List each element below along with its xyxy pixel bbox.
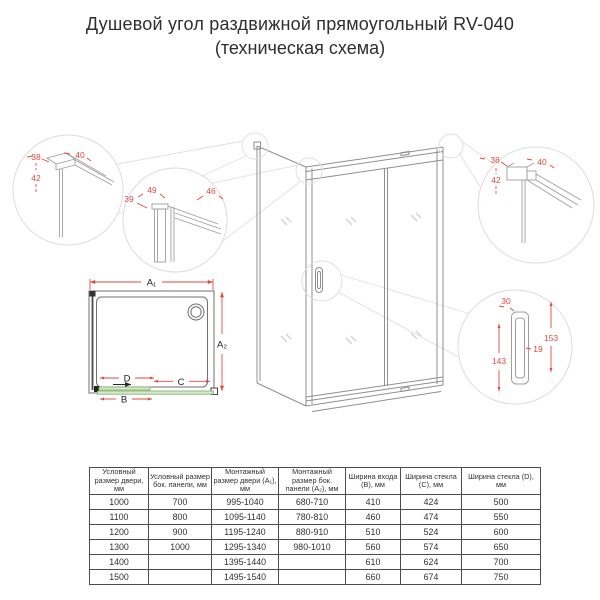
cell: 560	[346, 540, 401, 555]
page-title-line1: Душевой угол раздвижной прямоугольный RV-040	[85, 14, 515, 34]
table-row	[90, 495, 541, 510]
cell: 460	[346, 510, 401, 525]
col-header-door-size: Условный размер двери, мм	[90, 468, 149, 495]
dim-top-left-depth: 40	[75, 150, 85, 160]
dim-mid-left-width: 49	[147, 185, 157, 195]
detail-source-circles	[242, 133, 463, 301]
wall-profile-top	[90, 291, 96, 297]
perspective-view	[242, 133, 463, 412]
dim-top-right-width: 38	[490, 155, 500, 165]
plan-label-a1: A₁	[146, 277, 157, 289]
table-row	[90, 570, 541, 585]
dim-mid-left-side: 39	[124, 194, 134, 204]
detail-circle-handle	[458, 290, 572, 404]
cell: 900	[149, 525, 212, 540]
col-header-door-mount: Монтажный размер двери (A₁), мм	[213, 467, 277, 494]
cell: 700	[462, 555, 541, 570]
table-row	[90, 525, 541, 540]
cell: 524	[401, 525, 462, 540]
cell: 1100	[90, 510, 149, 525]
cell: 1195-1240	[212, 525, 279, 540]
cell: 600	[462, 525, 541, 540]
cell: 1395-1440	[212, 555, 279, 570]
cell: 1495-1540	[212, 570, 279, 585]
cell: 1000	[90, 495, 149, 510]
page-title-line2: (техническая схема)	[214, 38, 386, 59]
plan-label-c: C	[177, 376, 185, 388]
size-table	[89, 467, 541, 585]
plan-fixed-glass	[98, 391, 214, 394]
table-row	[90, 510, 541, 525]
cell: 550	[462, 510, 541, 525]
plan-sliding-door-glass	[99, 387, 150, 390]
cell: 750	[462, 570, 541, 585]
dim-top-left-height: 42	[31, 173, 41, 183]
dim-handle-outer: 153	[543, 333, 559, 343]
cell: 610	[346, 555, 401, 570]
cell: 510	[346, 525, 401, 540]
cell: 995-1040	[212, 495, 279, 510]
table-row	[90, 555, 541, 570]
cell: 1200	[90, 525, 149, 540]
dim-top-right-height: 42	[491, 175, 501, 185]
cell: 1000	[149, 540, 212, 555]
dim-handle-width: 30	[501, 296, 511, 306]
side-panel	[254, 142, 306, 406]
table-row	[90, 540, 541, 555]
cell: 680-710	[279, 495, 346, 510]
col-header-glass-d: Ширина стекла (D), мм	[462, 468, 541, 495]
cell: 474	[401, 510, 462, 525]
cell	[279, 570, 346, 585]
detail-circle-top-right	[478, 147, 594, 263]
cell: 410	[346, 495, 401, 510]
detail-circle-mid-left	[123, 168, 227, 272]
cell: 1295-1340	[212, 540, 279, 555]
cell	[149, 570, 212, 585]
cell: 780-810	[279, 510, 346, 525]
cell	[279, 555, 346, 570]
col-header-glass-c: Ширина стекла (C), мм	[401, 468, 462, 495]
cell	[149, 555, 212, 570]
plan-label-a2: A₂	[216, 339, 228, 351]
cell: 500	[462, 495, 541, 510]
cell: 650	[462, 540, 541, 555]
cell: 980-1010	[279, 540, 346, 555]
cell: 424	[401, 495, 462, 510]
col-header-entry-width: Ширина входа (B), мм	[346, 468, 401, 495]
cell: 1400	[90, 555, 149, 570]
plan-label-d: D	[123, 373, 131, 385]
dim-handle-inner: 143	[491, 356, 507, 366]
table-header-row	[90, 468, 541, 495]
cell: 1500	[90, 570, 149, 585]
cell: 880-910	[279, 525, 346, 540]
detail-circle-top-left	[13, 135, 123, 245]
cell: 1095-1140	[212, 510, 279, 525]
cell: 700	[149, 495, 212, 510]
cell: 624	[401, 555, 462, 570]
cell: 800	[149, 510, 212, 525]
cell: 1300	[90, 540, 149, 555]
cell: 660	[346, 570, 401, 585]
cell: 674	[401, 570, 462, 585]
dim-top-left-width: 38	[31, 152, 41, 162]
plan-label-b: B	[120, 394, 128, 406]
cell: 574	[401, 540, 462, 555]
top-roller	[401, 151, 409, 156]
col-header-panel-size: Условный размер бок. панели, мм	[149, 468, 212, 495]
col-header-panel-mount: Монтажный размер бок. панели (A₂), мм	[279, 468, 346, 495]
dim-mid-left-depth: 46	[206, 186, 216, 196]
plan-view	[89, 278, 227, 406]
dim-top-right-depth: 40	[537, 157, 547, 167]
door-frame	[306, 147, 443, 412]
dim-handle-bar: 19	[533, 344, 543, 354]
